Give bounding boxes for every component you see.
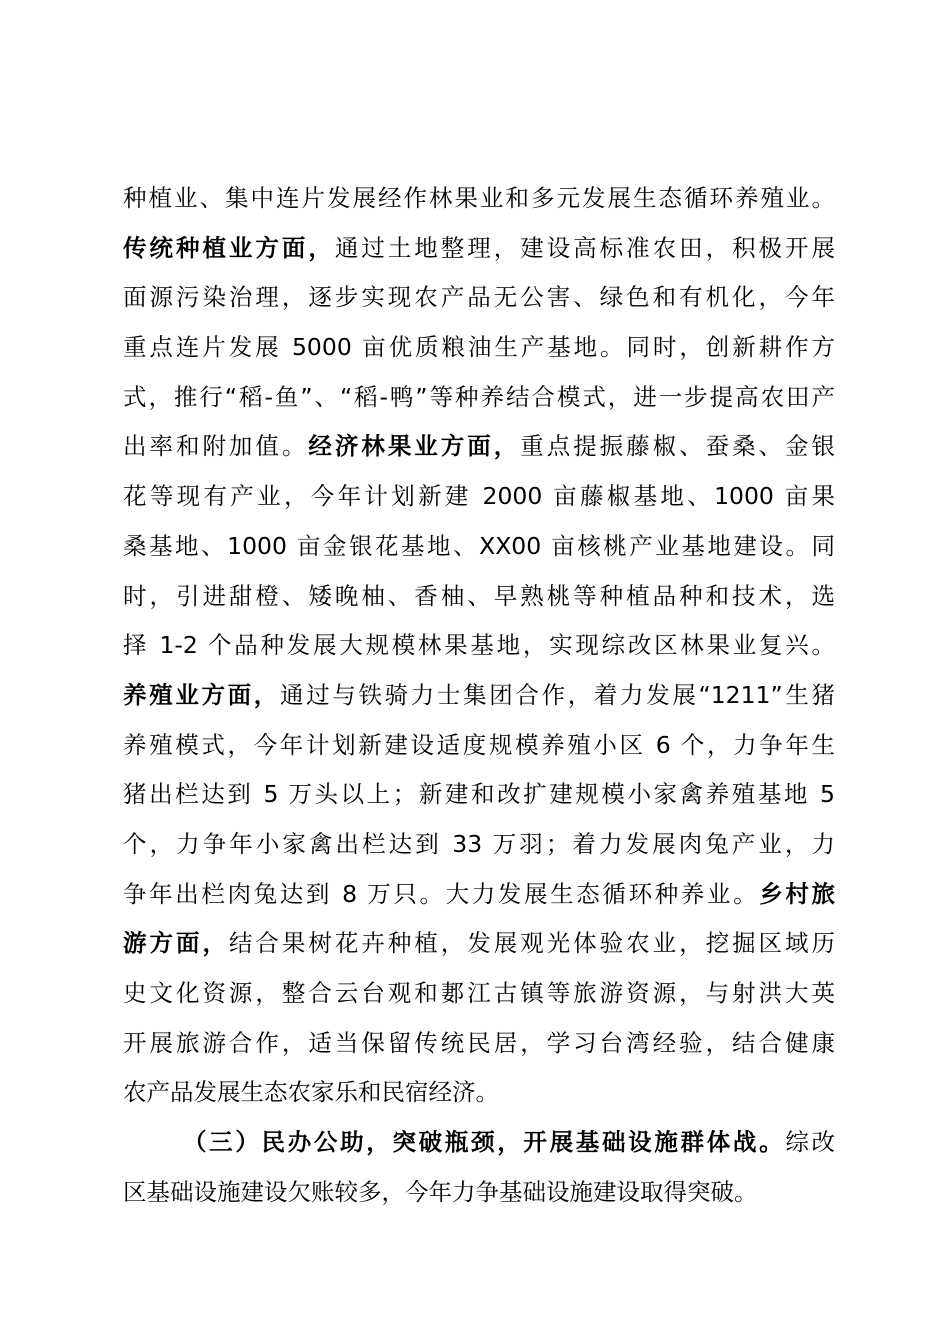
section-heading-rural-tourism-cont: 游方面， — [123, 929, 229, 958]
text-line: 花等现有产业，今年计划新建 2000 亩藤椒基地、1000 亩果 — [123, 482, 835, 511]
text-line: 农产品发展生态农家乐和民宿经济。 — [123, 1078, 499, 1107]
text-line: 面源污染治理，逐步实现农产品无公害、绿色和有机化，今年 — [123, 283, 835, 312]
text-line: 桑基地、1000 亩金银花基地、XX00 亩核桃产业基地建设。同 — [123, 531, 835, 560]
text-line: 猪出栏达到 5 万头以上；新建和改扩建规模小家禽养殖基地 5 — [123, 780, 835, 809]
paragraph-heading-infrastructure: （三）民办公助，突破瓶颈，开展基础设施群体战。 — [183, 1128, 786, 1157]
text-line: 史文化资源，整合云台观和郪江古镇等旅游资源，与射洪大英 — [123, 979, 835, 1007]
text-line: 游方面，结合果树花卉种植，发展观光体验农业，挖掘区域历 — [123, 929, 835, 958]
document-body — [123, 174, 835, 1217]
text-line: （三）民办公助，突破瓶颈，开展基础设施群体战。综改 — [183, 1128, 835, 1157]
section-heading-economic-forest: 经济林果业方面， — [308, 432, 521, 461]
text-line: 争年出栏肉兔达到 8 万只。大力发展生态循环种养业。乡村旅 — [123, 879, 835, 908]
text-line: 种植业、集中连片发展经作林果业和多元发展生态循环养殖业。 — [123, 184, 835, 212]
text-line: 个，力争年小家禽出栏达到 33 万羽；着力发展肉兔产业，力 — [123, 829, 835, 858]
text-line: 养殖业方面，通过与铁骑力士集团合作，着力发展“1211”生猪 — [123, 680, 835, 709]
text-line: 式，推行“稻-鱼”、“稻-鸭”等种养结合模式，进一步提高农田产 — [123, 382, 835, 411]
section-heading-breeding: 养殖业方面， — [123, 680, 280, 709]
text-line: 养殖模式，今年计划新建设适度规模养殖小区 6 个，力争年生 — [123, 730, 835, 759]
text-line: 开展旅游合作，适当保留传统民居，学习台湾经验，结合健康 — [123, 1028, 835, 1057]
text-line: 时，引进甜橙、矮晚柚、香柚、早熟桃等种植品种和技术，选 — [123, 581, 835, 610]
section-heading-traditional-planting: 传统种植业方面， — [123, 233, 335, 262]
text-line: 传统种植业方面，通过土地整理，建设高标准农田，积极开展 — [123, 233, 835, 262]
text-line: 择 1-2 个品种发展大规模林果基地，实现综改区林果业复兴。 — [123, 631, 835, 660]
text-line: 出率和附加值。经济林果业方面，重点提振藤椒、蚕桑、金银 — [123, 432, 835, 461]
text-line: 重点连片发展 5000 亩优质粮油生产基地。同时，创新耕作方 — [123, 333, 835, 362]
text-line: 区基础设施建设欠账较多，今年力争基础设施建设取得突破。 — [123, 1177, 758, 1206]
section-heading-rural-tourism: 乡村旅 — [759, 879, 835, 908]
